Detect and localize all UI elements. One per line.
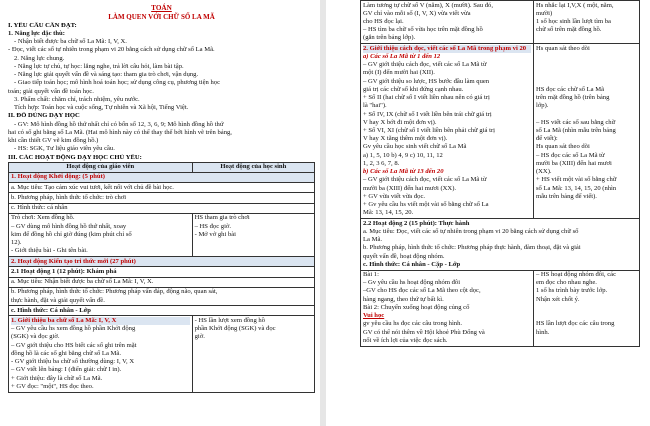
text-line: toán; giải quyết vấn đề toán học.: [8, 87, 94, 95]
lesson-title: LÀM QUEN VỚI CHỮ SỐ LA MÃ: [108, 13, 215, 21]
cell-text: GV chỉ vào mỗi số (I, V, X) vừa viết vừa: [363, 9, 471, 17]
cell-text: lớp).: [535, 102, 549, 110]
table-cell: [9, 277, 315, 287]
cell-text: – GV giới thiệu so lược, HS bước đầu làm quen: [363, 77, 490, 85]
cell-text: mẫu trên bảng để viết).: [535, 192, 597, 200]
teacher-cell: [361, 44, 534, 219]
cell-heading: 1. Giới thiệu ba chữ số La Mã: I, V, X: [11, 317, 190, 325]
cell-text: –GV cho HS đọc các số La Mã theo cột dọc,: [363, 287, 481, 295]
table-row: [361, 270, 640, 346]
cell-text: – GV giới thiệu cho HS biết các số ghi trên mặt: [11, 341, 137, 349]
table-row: [361, 44, 640, 219]
teacher-cell: [9, 316, 193, 392]
text-line: - Nhận biết được ba chữ số La Mã: I, V, X.: [14, 38, 127, 46]
cell-text: - HS lần lượt xem đồng hồ: [194, 316, 266, 324]
cell-text: giá trị các chữ số khi đứng cạnh nhau.: [363, 85, 464, 93]
activities-table-continued: [360, 0, 640, 347]
table-row: [361, 219, 640, 270]
cell-text: giờ.: [194, 333, 205, 341]
cell-text: em đọc cho nhau nghe.: [535, 279, 597, 287]
cell-text: + Số IV, IX (chữ số I viết liền bên trái chữ giá trị: [363, 110, 492, 118]
cell-text: số La Mã (nhìn mẫu trên bảng: [535, 127, 616, 135]
table-cell: [9, 203, 315, 213]
table-cell: [361, 219, 640, 270]
table-row: [9, 316, 315, 392]
cell-text: Nhận xét chốt ý.: [535, 295, 580, 303]
cell-text: quyết vấn đề, hoạt động nhóm.: [363, 252, 445, 260]
text-line: - Đọc, viết các số tự nhiên trong phạm vi 20 bằng cách sử dụng chữ số La Mã.: [8, 46, 215, 54]
cell-text: HS lần lượt đọc các câu trong: [535, 320, 615, 328]
text-line: II. ĐỒ DÙNG DẠY HỌC: [8, 112, 80, 120]
cell-text: – GV viết lên bảng: I (điển giải: chữ I in).: [11, 366, 122, 374]
table-row: [9, 277, 315, 287]
student-cell: [533, 270, 639, 346]
cell-text: mười): [535, 9, 553, 17]
teacher-cell: [361, 270, 534, 346]
cell-text: cho HS đọc lại.: [363, 17, 404, 25]
cell-text: b. Phương pháp, hình thức tổ chức: Phương pháp thực hành, đàm thoại, đặt và giải: [363, 244, 581, 252]
cell-text: a. Mục tiêu: Tạo cảm xúc vui tươi, kết nối với chủ đề bài học.: [11, 183, 174, 191]
cell-text: c. Hình thức: Cá nhân - Lớp: [11, 306, 91, 314]
cell-text: [536, 111, 637, 119]
cell-text: + Số II (hai chữ số I viết liền nhau nên có giá trị: [363, 94, 490, 102]
cell-text: – HS viết các số sau bằng chữ: [535, 118, 616, 126]
text-line: - Năng lực giải quyết vấn đề và sáng tạo: tham gia trò chơi, vận dụng.: [14, 71, 199, 79]
cell-text: + GV đọc: "một", HS đọc theo.: [11, 382, 94, 390]
cell-text: mười ba (XIII) đến hai mươi (XX).: [363, 184, 457, 192]
student-cell: [533, 1, 639, 44]
table-cell: [9, 172, 315, 182]
cell-text: b. Phương pháp, hình thức tổ chức: Phương pháp vấn đáp, động não, quan sát,: [11, 288, 218, 296]
cell-text: – HS hoạt động nhóm đôi, các: [535, 271, 616, 278]
cell-text: GV có thể nói thêm về Hội khoẻ Phù Đổng và: [363, 328, 485, 336]
cell-text: (XX).: [535, 168, 552, 176]
text-line: - HS: SGK, Tư liệu giáo viên yêu cầu.: [14, 145, 115, 153]
cell-text: 1. Hoạt động Khởi động: (5 phút): [11, 173, 105, 181]
cell-text: gv yêu cầu hs đọc các câu trong hình.: [363, 320, 463, 328]
text-line: hai có số ghi bằng số La Mã. (Hai mô hình này có thể thay thế bởi hình vẽ trên bảng,: [8, 128, 232, 136]
cell-text: b) Các số La Mã từ 13 đến 20: [363, 168, 444, 176]
table-row: [9, 257, 315, 267]
cell-text: + Giới thiệu: đây là chữ số La Mã.: [11, 374, 103, 382]
text-line: 2. Năng lực chung.: [14, 54, 65, 62]
text-line: - Giao tiếp toán học; mô hình hoá toán học; sử dụng công cụ, phương tiện học: [14, 79, 221, 87]
cell-text: Hs nhắc lại I,V,X ( một, năm,: [535, 1, 614, 9]
cell-text: hình.: [535, 328, 550, 336]
cell-text: [536, 61, 637, 69]
cell-text: [536, 78, 637, 86]
cell-text: - Mở vở ghi bài: [194, 230, 236, 238]
cell-text: Gv yêu cầu học sinh viết chữ số La Mã: [363, 143, 467, 151]
cell-text: Hs quan sát theo dõi: [535, 143, 590, 151]
cell-text: 1, 2, 3 6, 7, 8.: [363, 159, 400, 167]
cell-text: chữ số trên mặt đồng hồ.: [535, 26, 602, 34]
cell-text: 1 số hs trình bày trước lớp.: [535, 287, 608, 295]
cell-text: – HS tìm ba chữ số vừa học trên mặt đồng hồ: [363, 26, 483, 34]
cell-text: một (I) đến mười hai (XII).: [363, 69, 435, 77]
table-cell: [9, 257, 315, 267]
cell-text: V hay X bớt đi một đơn vị).: [363, 118, 437, 126]
cell-text: + Số VI, XI (chữ số I viết liền bên phải chữ giá trị: [363, 127, 495, 135]
table-row: [9, 203, 315, 213]
student-cell: [192, 316, 314, 392]
cell-text: số La Mã: 13, 14, 15, 20 (nhìn: [535, 184, 617, 192]
table-cell: [9, 287, 315, 305]
text-line: III. CÁC HOẠT ĐỘNG DẠY HỌC CHỦ YẾU:: [8, 153, 142, 161]
table-row: [361, 1, 640, 44]
table-cell: [9, 193, 315, 203]
cell-text: c. Hình thức: cá nhân: [11, 204, 68, 212]
objectives-section: [8, 22, 315, 162]
cell-text: Bài 2: Chuyển xuống hoạt động củng cố: [363, 303, 470, 311]
cell-text: Hs quan sát theo dõi: [535, 44, 590, 52]
cell-text: HS tham gia trò chơi: [194, 214, 250, 222]
cell-text: Bài 1:: [363, 271, 379, 278]
cell-text: – GV giới thiệu cách đọc, viết các số La Mã từ: [363, 176, 487, 184]
cell-text: mười ba (XIII) đến hai mươi: [535, 159, 612, 167]
cell-text: là "hai").: [363, 102, 387, 110]
cell-text: hàng ngang, theo thứ tự bất kì.: [363, 295, 444, 303]
cell-text: b. Phương pháp, hình thức tổ chức: trò chơi: [11, 193, 127, 201]
cell-text: Trò chơi: Xem đồng hồ.: [11, 214, 75, 222]
cell-text: – GV dùng mô hình đồng hồ thứ nhất, xoay: [11, 222, 127, 230]
cell-text: – GV yêu cầu hs xem đồng hồ phần Khởi động: [11, 325, 136, 333]
student-activity-header: Hoạt động của học sinh: [192, 162, 314, 172]
teacher-cell: [361, 1, 534, 44]
cell-text: a) 1, 5, 10 b) 4, 9 c) 10, 11, 12: [363, 151, 443, 159]
cell-text: 12).: [11, 239, 22, 247]
cell-text: nối về ích lợi của việc đọc sách.: [363, 336, 448, 344]
table-cell: [9, 267, 315, 277]
cell-text: (SGK) và đọc giờ.: [11, 333, 60, 341]
cell-text: trên mặt đồng hồ (trên bảng: [535, 94, 610, 102]
cell-text: HS đọc các chữ số La Mã: [535, 85, 604, 93]
cell-text: [536, 53, 637, 61]
cell-text: để viết):: [535, 135, 558, 143]
cell-text: - Giới thiệu bài - Ghi tên bài.: [11, 247, 88, 255]
table-row: [9, 213, 315, 256]
cell-text: [536, 304, 637, 312]
cell-text: V hay X tăng thêm một đơn vị).: [363, 135, 448, 143]
cell-text: + HS viết một vài số bằng chữ: [535, 176, 617, 184]
cell-text: a. Mục tiêu: Nhận biết được ba chữ số La Mã: I, V, X.: [11, 278, 154, 286]
text-line: khi cần thiết GV vẽ kim đồng hồ.): [8, 137, 99, 145]
cell-text: c. Hình thức: Cá nhân - Cặp - Lớp: [363, 260, 461, 268]
cell-text: + GV vừa viết vừa đọc.: [363, 192, 426, 200]
cell-text: phần Khởi động (SGK) và đọc: [194, 325, 276, 333]
table-cell: [9, 183, 315, 193]
cell-text: – HS đọc các số La Mã từ: [535, 151, 605, 159]
cell-text: – Gv yêu cầu hs hoạt động nhóm đôi: [363, 279, 461, 287]
cell-text: thực hành, đặt và giải quyết vấn đề.: [11, 296, 105, 304]
cell-text: Vui học: [363, 312, 385, 320]
cell-text: [536, 69, 637, 77]
cell-text: a. Mục tiêu: Đọc, viết các số tự nhiên trong phạm vi 20 bằng cách sử dụng chữ số: [363, 227, 579, 235]
cell-text: 1 số học sinh lần lượt tìm ba: [535, 17, 611, 25]
table-row: [9, 287, 315, 305]
cell-text: La Mã.: [363, 236, 383, 244]
cell-text: – GV giới thiệu cách đọc, viết các số La Mã từ: [363, 61, 487, 69]
cell-text: 2. Hoạt động Kiến tạo tri thức mới (27 phút): [11, 257, 136, 265]
cell-text: a) Các số La Mã từ 1 đến 12: [363, 52, 441, 60]
table-cell: [9, 306, 315, 316]
subject-heading: TOÁN: [151, 4, 172, 12]
cell-text: [536, 312, 637, 320]
cell-text: - GV giới thiệu ba chữ số thường dùng: I, V, X: [11, 358, 135, 366]
cell-text: – HS đọc giờ.: [194, 222, 232, 230]
cell-text: kim để đồng hồ chỉ giờ đúng (kim phút chỉ số: [11, 230, 132, 238]
table-row: [9, 267, 315, 277]
cell-text: + Gv yêu cầu hs viết một vài số bằng chữ số La: [363, 201, 489, 209]
cell-text: 2.1 Hoạt động 1 (12 phút): Khám phá: [11, 267, 117, 275]
table-row: [9, 183, 315, 193]
text-line: - Năng lực tự chủ, tự học: lắng nghe, trả lời câu hỏi, làm bài tập.: [14, 62, 184, 70]
table-row: [9, 193, 315, 203]
cell-heading: 2. Giới thiệu cách đọc, viết các số La Mã trong phạm vi 20: [363, 45, 531, 53]
activities-table: [8, 162, 315, 393]
table-row: [9, 306, 315, 316]
student-cell: [192, 213, 314, 256]
text-line: - GV: Mô hình đồng hồ thứ nhất chỉ có bốn số 12, 3, 6, 9; Mô hình đồng hồ thứ: [14, 120, 224, 128]
student-cell: [533, 44, 639, 219]
cell-text: Mã: 13, 14, 15, 20.: [363, 209, 414, 217]
document-page-left: [0, 0, 320, 426]
document-page-right: [326, 0, 650, 426]
teacher-cell: [9, 213, 193, 256]
text-line: 1. Năng lực đặc thù:: [8, 29, 65, 37]
text-line: I. YÊU CẦU CẦN ĐẠT:: [8, 21, 77, 29]
text-line: Tích hợp: Toán học và cuộc sống, Tự nhiên và Xã hội, Tiếng Việt.: [14, 104, 189, 112]
cell-text: (gắn trên bảng lớp).: [363, 34, 416, 42]
cell-text: 2.2 Hoạt động 2 (15 phút): Thực hành: [363, 219, 470, 227]
text-line: 3. Phẩm chất: chăm chỉ, trách nhiệm, yêu nước.: [14, 95, 140, 103]
teacher-activity-header: Hoạt động của giáo viên: [9, 162, 193, 172]
cell-text: đồng hồ là các số ghi bằng chữ số La Mã.: [11, 349, 121, 357]
table-row: [9, 172, 315, 182]
cell-text: Làm tương tự chữ số V (năm), X (mười). Sau đó,: [363, 1, 493, 9]
